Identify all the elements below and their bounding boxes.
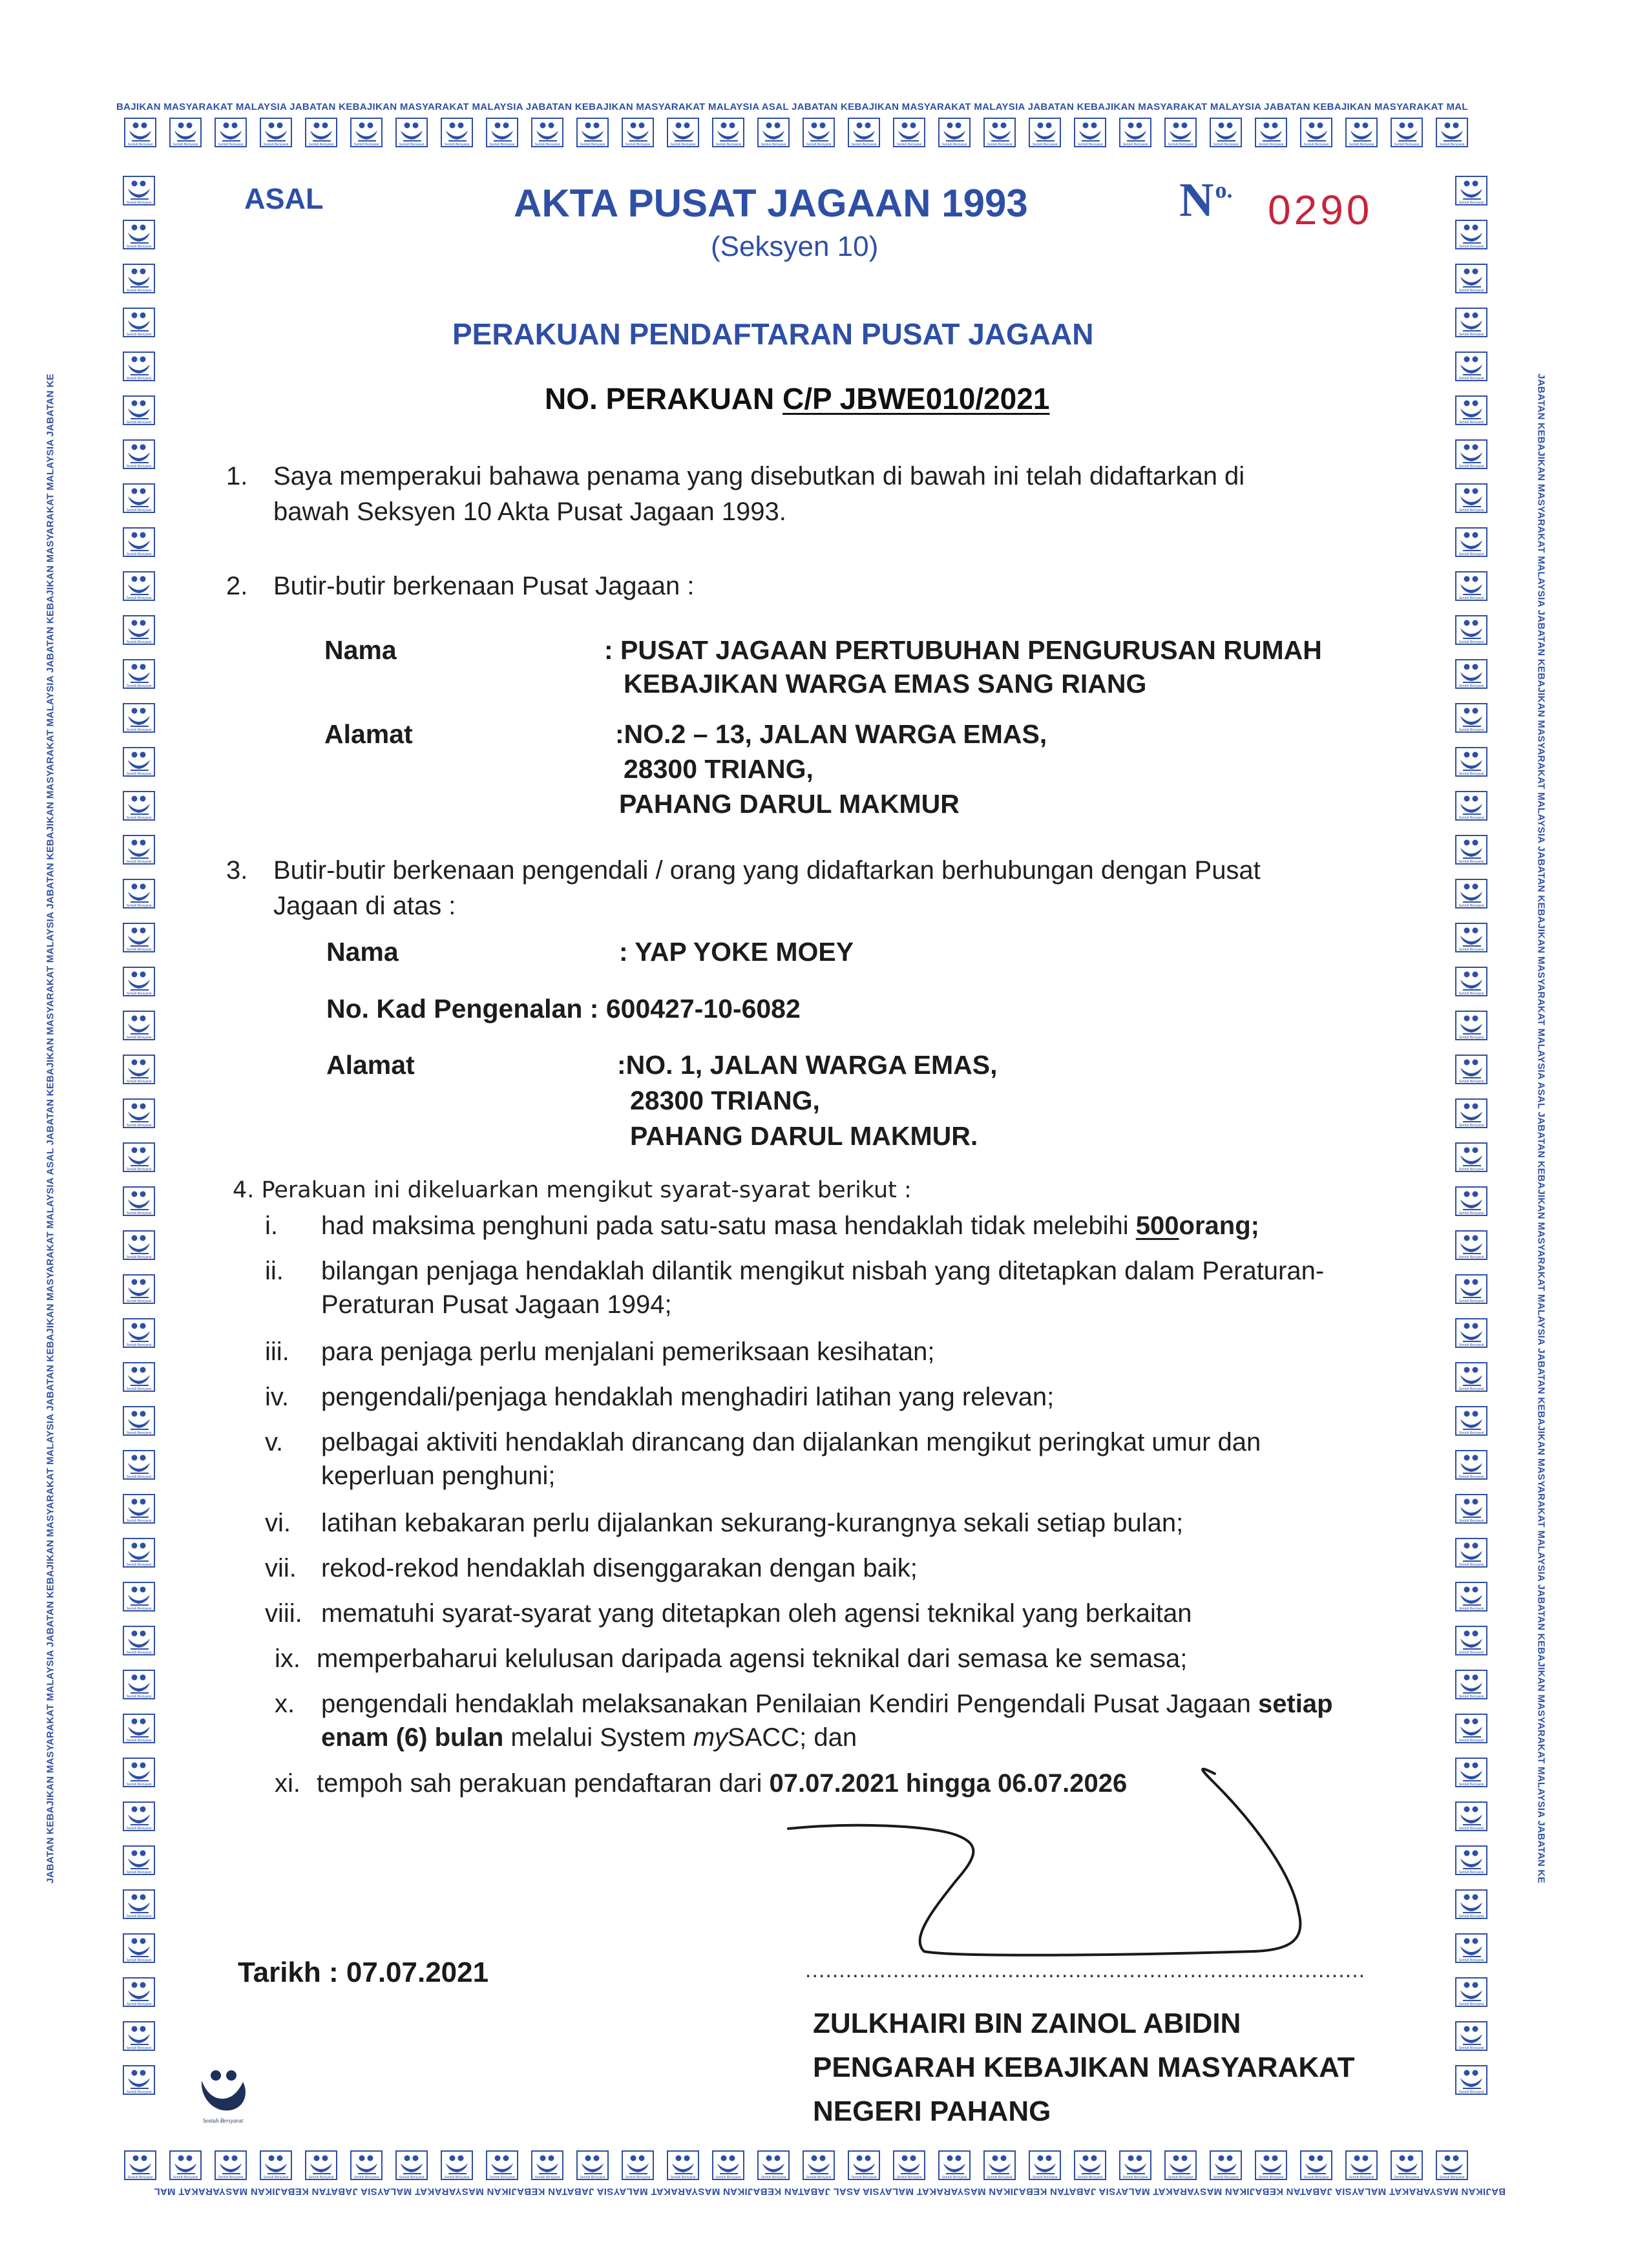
border-logo-icon	[1455, 879, 1487, 908]
border-logo-icon	[123, 176, 155, 205]
operator-name-value: : YAP YOKE MOEY	[619, 937, 854, 967]
border-logo-icon	[124, 118, 156, 147]
border-logo-icon	[123, 1011, 155, 1040]
serial-prefix-suffix: o.	[1215, 177, 1233, 203]
border-logo-icon	[1455, 1845, 1487, 1875]
border-logo-icon	[1210, 2150, 1242, 2180]
condition-5-line1: pelbagai aktiviti hendaklah dirancang dan dijalankan mengikut peringkat umur dan	[321, 1428, 1261, 1456]
border-logo-icon	[123, 1494, 155, 1524]
border-logo-icon	[1455, 659, 1487, 689]
condition-3-number: iii.	[265, 1338, 289, 1366]
issue-date: Tarikh : 07.07.2021	[238, 1957, 489, 1988]
condition-10-number: x.	[275, 1690, 295, 1718]
condition-4-number: iv.	[265, 1383, 289, 1411]
para1-line1: Saya memperakui bahawa penama yang disebutkan di bawah ini telah didaftarkan di	[273, 462, 1245, 490]
condition-8-line1: mematuhi syarat-syarat yang ditetapkan oleh agensi teknikal yang berkaitan	[321, 1599, 1192, 1628]
border-logo-icon	[1455, 1758, 1487, 1787]
border-logo-icon	[1391, 118, 1423, 147]
border-logo-icon	[123, 967, 155, 996]
border-logo-icon	[1029, 118, 1061, 147]
border-logo-icon	[1455, 791, 1487, 821]
condition-9-line1: memperbaharui kelulusan daripada agensi teknikal dari semasa ke semasa;	[317, 1644, 1188, 1673]
border-logo-icon	[486, 2150, 518, 2180]
border-logo-icon	[123, 747, 155, 777]
border-logo-icon	[531, 118, 563, 147]
condition-2-number: ii.	[265, 1257, 284, 1285]
condition-1-unit: orang;	[1179, 1212, 1259, 1240]
border-logo-icon	[123, 1670, 155, 1699]
border-logo-icon	[1455, 1011, 1487, 1040]
centre-address-label: Alamat	[324, 719, 413, 749]
condition-10-system-prefix: my	[693, 1723, 728, 1752]
border-logo-icon	[169, 2150, 202, 2180]
border-logo-icon	[1255, 2150, 1287, 2180]
border-logo-icon	[1300, 2150, 1332, 2180]
border-logo-icon	[123, 879, 155, 908]
border-logo-icon	[123, 1318, 155, 1348]
border-logo-icon	[1029, 2150, 1061, 2180]
condition-9-number: ix.	[275, 1644, 300, 1673]
operator-address-line1: :NO. 1, JALAN WARGA EMAS,	[617, 1050, 998, 1080]
operator-name-label: Nama	[326, 937, 399, 967]
jkm-logo-icon	[187, 2061, 258, 2126]
border-logo-icon	[1164, 118, 1197, 147]
para2-number: 2.	[226, 572, 248, 600]
border-logo-icon	[1455, 220, 1487, 249]
border-logo-icon	[848, 2150, 880, 2180]
serial-number-prefix	[1179, 173, 1232, 228]
border-logo-icon	[123, 1626, 155, 1655]
border-logo-icon	[395, 2150, 428, 2180]
border-logo-icon	[1455, 703, 1487, 733]
border-logo-icon	[1455, 1801, 1487, 1831]
border-logo-icon	[1455, 527, 1487, 557]
border-logo-icon	[123, 1450, 155, 1480]
border-logo-icon	[1391, 2150, 1423, 2180]
border-logo-icon	[123, 791, 155, 821]
border-logo-icon	[622, 2150, 654, 2180]
border-logo-icon	[1436, 118, 1468, 147]
border-logo-icon	[1436, 2150, 1468, 2180]
certificate-number	[545, 381, 1049, 416]
centre-address-line2: 28300 TRIANG,	[624, 754, 814, 784]
condition-7-line1: rekod-rekod hendaklah disenggarakan dengan baik;	[321, 1554, 918, 1582]
act-title: AKTA PUSAT JAGAAN 1993	[514, 182, 1028, 225]
border-logo-icon	[1455, 615, 1487, 645]
condition-1-text: had maksima penghuni pada satu-satu masa hendaklah tidak melebihi	[321, 1212, 1136, 1240]
border-logo-icon	[123, 395, 155, 425]
border-logo-icon	[123, 659, 155, 689]
border-logo-icon	[803, 2150, 835, 2180]
border-logo-icon	[712, 2150, 744, 2180]
act-section: (Seksyen 10)	[711, 231, 879, 262]
border-logo-icon	[1300, 118, 1332, 147]
border-logo-icon	[123, 2021, 155, 2051]
border-logo-icon	[441, 2150, 473, 2180]
border-logo-icon	[123, 571, 155, 601]
signatory-state: NEGERI PAHANG	[813, 2095, 1051, 2127]
border-logo-icon	[1345, 2150, 1378, 2180]
border-logo-icon	[1455, 2021, 1487, 2051]
border-logo-icon	[1455, 1714, 1487, 1743]
centre-name-line2: KEBAJIKAN WARGA EMAS SANG RIANG	[624, 669, 1147, 698]
condition-2-line1: bilangan penjaga hendaklah dilantik mengikut nisbah yang ditetapkan dalam Peraturan-	[321, 1257, 1325, 1285]
border-logo-icon	[803, 118, 835, 147]
border-microtext-top: BAJIKAN MASYARAKAT MALAYSIA JABATAN KEBAJIKAN MASYARAKAT MALAYSIA JABATAN KEBAJIKAN MASYARAKAT MALAYSIA ASAL JABATAN KEBAJIKAN MASYARAKAT MALAYSIA JABATAN KEBAJIKAN MASYARAKAT MALAYSIA JABATAN KEBAJIKAN MASYARAKAT MAL	[116, 101, 1468, 112]
border-logo-icon	[848, 118, 880, 147]
border-logo-icon	[1074, 2150, 1106, 2180]
certificate-number-value: C/P JBWE010/2021	[782, 382, 1050, 415]
svg-text:Sentuh Bersyarat: Sentuh Bersyarat	[202, 2117, 244, 2124]
border-icon-column-right	[1455, 176, 1487, 2095]
border-logo-icon	[1455, 2065, 1487, 2095]
serial-number: 0290	[1268, 187, 1373, 233]
border-logo-icon	[123, 483, 155, 513]
condition-10-frequency: enam (6) bulan	[321, 1723, 504, 1752]
border-logo-icon	[123, 1362, 155, 1392]
border-logo-icon	[215, 118, 247, 147]
border-logo-icon	[712, 118, 744, 147]
operator-ic-number: No. Kad Pengenalan : 600427-10-6082	[326, 994, 801, 1024]
border-logo-icon	[893, 118, 925, 147]
condition-10-via: melalui System	[503, 1723, 693, 1752]
border-logo-icon	[1164, 2150, 1197, 2180]
border-logo-icon	[123, 1714, 155, 1743]
border-logo-icon	[123, 1582, 155, 1612]
border-logo-icon	[123, 264, 155, 293]
border-logo-icon	[123, 308, 155, 337]
condition-11-validity-period: 07.07.2021 hingga 06.07.2026	[769, 1769, 1128, 1798]
border-logo-icon	[350, 118, 383, 147]
handwritten-signature	[762, 1745, 1396, 1990]
signatory-title: PENGARAH KEBAJIKAN MASYARAKAT	[813, 2052, 1355, 2083]
border-logo-icon	[1455, 483, 1487, 513]
border-logo-icon	[123, 1538, 155, 1568]
condition-5-line2: keperluan penghuni;	[321, 1462, 556, 1490]
border-logo-icon	[124, 2150, 156, 2180]
serial-prefix-letter: N	[1179, 174, 1214, 227]
border-logo-icon	[123, 1230, 155, 1260]
border-logo-icon	[1455, 176, 1487, 205]
border-logo-icon	[667, 118, 699, 147]
border-logo-icon	[983, 118, 1016, 147]
border-logo-icon	[757, 118, 790, 147]
condition-5-number: v.	[265, 1428, 284, 1456]
border-logo-icon	[1455, 1362, 1487, 1392]
border-logo-icon	[1455, 1055, 1487, 1084]
border-logo-icon	[1455, 1582, 1487, 1612]
border-logo-icon	[1455, 1933, 1487, 1963]
operator-address-line3: PAHANG DARUL MAKMUR.	[630, 1121, 978, 1151]
border-logo-icon	[123, 1933, 155, 1963]
para3-number: 3.	[226, 856, 248, 885]
centre-name-label: Nama	[324, 635, 397, 665]
border-logo-icon	[395, 118, 428, 147]
operator-address-label: Alamat	[326, 1050, 415, 1080]
border-logo-icon	[622, 118, 654, 147]
border-logo-icon	[123, 835, 155, 865]
border-logo-icon	[1455, 1450, 1487, 1480]
border-logo-icon	[1455, 1626, 1487, 1655]
border-logo-icon	[123, 1142, 155, 1172]
condition-1-number: i.	[265, 1212, 278, 1240]
border-logo-icon	[1210, 118, 1242, 147]
border-microtext-right: JABATAN KEBAJIKAN MASYARAKAT MALAYSIA JABATAN KEBAJIKAN MASYARAKAT MALAYSIA JABATAN KEBAJIKAN MASYARAKAT MALAYSIA ASAL JABATAN KEBAJIKAN MASYARAKAT MALAYSIA JABATAN KEBAJIKAN MASYARAKAT MALAYSIA JABATAN KEBAJIKAN MASYARAKAT MALAYSIA JABATAN KE	[1535, 373, 1547, 1884]
border-logo-icon	[1255, 118, 1287, 147]
border-logo-icon	[1455, 747, 1487, 777]
operator-address-line2: 28300 TRIANG,	[630, 1086, 820, 1115]
border-logo-icon	[123, 352, 155, 381]
border-logo-icon	[1455, 1318, 1487, 1348]
border-logo-icon	[1074, 118, 1106, 147]
border-logo-icon	[1455, 1538, 1487, 1568]
condition-8-number: viii.	[265, 1599, 302, 1628]
border-logo-icon	[1455, 835, 1487, 865]
condition-11-number: xi.	[275, 1769, 300, 1798]
condition-10-system: SACC; dan	[728, 1723, 857, 1752]
border-logo-icon	[531, 2150, 563, 2180]
condition-10-frequency-start: setiap	[1257, 1690, 1333, 1718]
signature-line: ...................................................................................	[805, 1958, 1366, 1982]
border-logo-icon	[983, 2150, 1016, 2180]
condition-1-max-occupants: 500	[1135, 1212, 1179, 1240]
border-logo-icon	[123, 1758, 155, 1787]
border-logo-icon	[123, 220, 155, 249]
border-logo-icon	[169, 118, 202, 147]
para3-line1: Butir-butir berkenaan pengendali / orang yang didaftarkan berhubungan dengan Pusat	[273, 856, 1261, 885]
border-logo-icon	[1455, 308, 1487, 337]
certificate-heading: PERAKUAN PENDAFTARAN PUSAT JAGAAN	[452, 317, 1094, 351]
border-logo-icon	[123, 1055, 155, 1084]
centre-address-line3: PAHANG DARUL MAKMUR	[619, 789, 960, 819]
border-logo-icon	[305, 118, 337, 147]
border-logo-icon	[893, 2150, 925, 2180]
border-logo-icon	[123, 439, 155, 469]
signatory-name: ZULKHAIRI BIN ZAINOL ABIDIN	[813, 2008, 1241, 2039]
border-logo-icon	[1119, 118, 1151, 147]
border-logo-icon	[123, 1889, 155, 1919]
condition-4-line1: pengendali/penjaga hendaklah menghadiri latihan yang relevan;	[321, 1383, 1055, 1411]
border-logo-icon	[1455, 264, 1487, 293]
border-logo-icon	[1455, 571, 1487, 601]
border-logo-icon	[123, 1406, 155, 1436]
border-logo-icon	[1455, 395, 1487, 425]
condition-6-number: vi.	[265, 1509, 291, 1537]
condition-1-line1	[321, 1212, 1259, 1241]
border-logo-icon	[1455, 1274, 1487, 1304]
border-logo-icon	[1455, 1098, 1487, 1128]
border-icon-row-bottom	[124, 2150, 1468, 2180]
border-logo-icon	[1455, 967, 1487, 996]
border-logo-icon	[350, 2150, 383, 2180]
border-logo-icon	[1455, 1142, 1487, 1172]
border-logo-icon	[123, 1845, 155, 1875]
border-logo-icon	[1455, 1186, 1487, 1216]
border-logo-icon	[757, 2150, 790, 2180]
border-logo-icon	[938, 2150, 971, 2180]
border-logo-icon	[1455, 1977, 1487, 2007]
border-logo-icon	[123, 1098, 155, 1128]
condition-10-line1	[321, 1690, 1333, 1719]
border-logo-icon	[123, 615, 155, 645]
condition-7-number: vii.	[265, 1554, 297, 1582]
para3-line2: Jagaan di atas :	[273, 892, 456, 920]
border-logo-icon	[305, 2150, 337, 2180]
para4-lead: 4. Perakuan ini dikeluarkan mengikut syarat-syarat berikut :	[233, 1177, 912, 1203]
border-logo-icon	[1455, 1670, 1487, 1699]
border-logo-icon	[123, 1801, 155, 1831]
border-logo-icon	[938, 118, 971, 147]
border-microtext-bottom: BAJIKAN MASYARAKAT MALAYSIA JABATAN KEBAJIKAN MASYARAKAT MALAYSIA JABATAN KEBAJIKAN MASYARAKAT MALAYSIA ASAL JABATAN KEBAJIKAN MASYARAKAT MALAYSIA JABATAN KEBAJIKAN MASYARAKAT MALAYSIA JABATAN KEBAJIKAN MASYARAKAT MAL	[154, 2186, 1506, 2197]
border-logo-icon	[1455, 439, 1487, 469]
border-logo-icon	[1455, 1230, 1487, 1260]
para1-line2: bawah Seksyen 10 Akta Pusat Jagaan 1993.	[273, 498, 786, 526]
para2-line1: Butir-butir berkenaan Pusat Jagaan :	[273, 572, 695, 600]
border-logo-icon	[123, 527, 155, 557]
border-logo-icon	[123, 703, 155, 733]
border-logo-icon	[1119, 2150, 1151, 2180]
certificate-number-label: NO. PERAKUAN	[545, 382, 783, 415]
condition-3-line1: para penjaga perlu menjalani pemeriksaan kesihatan;	[321, 1338, 935, 1366]
border-logo-icon	[123, 1186, 155, 1216]
border-logo-icon	[260, 118, 292, 147]
border-icon-row-top	[124, 118, 1468, 147]
border-logo-icon	[576, 118, 609, 147]
border-logo-icon	[1455, 1889, 1487, 1919]
condition-6-line1: latihan kebakaran perlu dijalankan sekurang-kurangnya sekali setiap bulan;	[321, 1509, 1184, 1537]
border-microtext-left: JABATAN KEBAJIKAN MASYARAKAT MALAYSIA JABATAN KEBAJIKAN MASYARAKAT MALAYSIA JABATAN KEBAJIKAN MASYARAKAT MALAYSIA ASAL JABATAN KEBAJIKAN MASYARAKAT MALAYSIA JABATAN KEBAJIKAN MASYARAKAT MALAYSIA JABATAN KEBAJIKAN MASYARAKAT MALAYSIA JABATAN KE	[45, 373, 56, 1884]
border-logo-icon	[123, 923, 155, 952]
border-logo-icon	[1455, 1494, 1487, 1524]
condition-10-text: pengendali hendaklah melaksanakan Penilaian Kendiri Pengendali Pusat Jagaan	[321, 1690, 1258, 1718]
border-logo-icon	[1345, 118, 1378, 147]
border-logo-icon	[1455, 352, 1487, 381]
border-logo-icon	[123, 2065, 155, 2095]
border-logo-icon	[667, 2150, 699, 2180]
copy-type-label: ASAL	[244, 182, 324, 215]
border-logo-icon	[260, 2150, 292, 2180]
border-icon-column-left	[123, 176, 155, 2095]
border-logo-icon	[1455, 923, 1487, 952]
condition-11-text: tempoh sah perakuan pendaftaran dari	[317, 1769, 770, 1798]
border-logo-icon	[486, 118, 518, 147]
border-logo-icon	[441, 118, 473, 147]
border-logo-icon	[215, 2150, 247, 2180]
border-logo-icon	[1455, 1406, 1487, 1436]
border-logo-icon	[123, 1977, 155, 2007]
condition-2-line2: Peraturan Pusat Jagaan 1994;	[321, 1290, 672, 1319]
para1-number: 1.	[226, 462, 248, 490]
centre-name-line1: : PUSAT JAGAAN PERTUBUHAN PENGURUSAN RUMAH	[604, 635, 1322, 665]
border-logo-icon	[576, 2150, 609, 2180]
border-logo-icon	[123, 1274, 155, 1304]
centre-address-line1: :NO.2 – 13, JALAN WARGA EMAS,	[615, 719, 1047, 749]
